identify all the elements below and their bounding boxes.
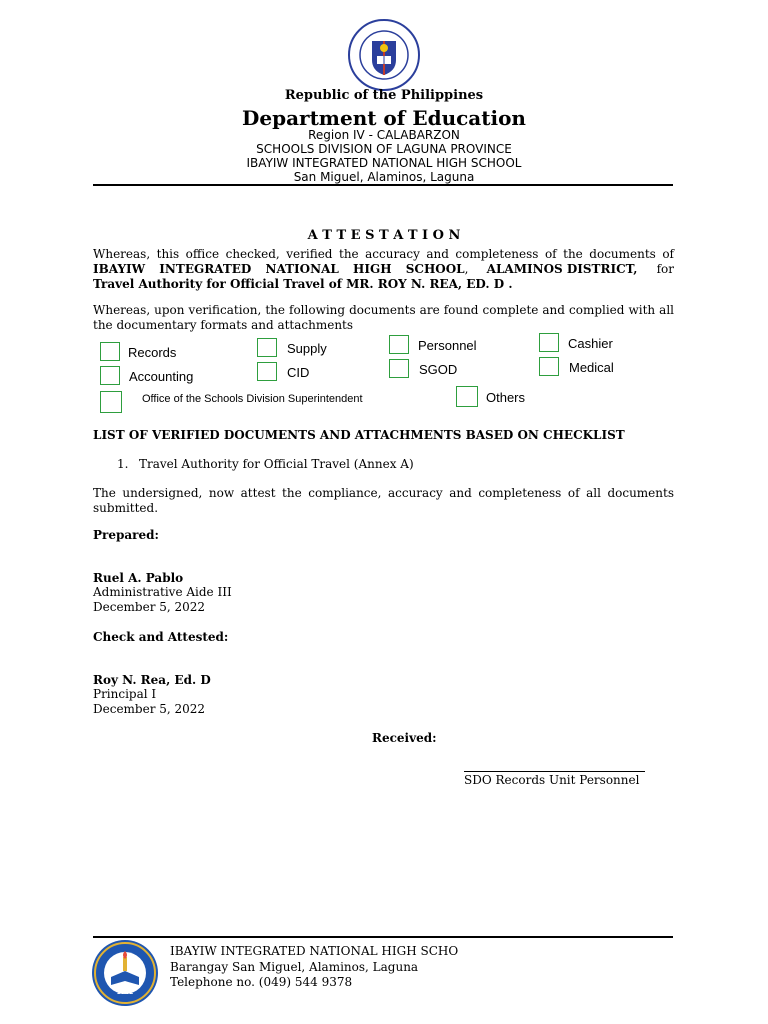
address-line: San Miguel, Alaminos, Laguna [293, 170, 475, 184]
sgod-checkbox[interactable] [389, 359, 409, 378]
list-item: Travel Authority for Official Travel (Annex A) [139, 457, 414, 471]
region-line: Region IV - CALABARZON [308, 128, 460, 142]
personnel-checkbox[interactable] [389, 335, 409, 354]
para2: Whereas, upon verification, the following documents are found complete and complied with all the documentary formats and attachments [93, 303, 674, 332]
medical-checkbox[interactable] [539, 357, 559, 376]
attestation-title: A T T E S T A T I O N [307, 228, 461, 243]
republic-line: Republic of the Philippines [284, 88, 484, 103]
school-name: IBAYIW INTEGRATED NATIONAL HIGH SCHOOL [93, 262, 465, 276]
comma-separator: , [464, 262, 469, 276]
para1-line3: Travel Authority for Official Travel of MR. ROY N. REA, ED. D . [93, 277, 513, 291]
osds-checkbox[interactable] [100, 391, 122, 413]
received-label: Received: [372, 731, 437, 745]
cid-checkbox[interactable] [257, 362, 277, 381]
cashier-label: Cashier [568, 336, 613, 351]
cashier-checkbox[interactable] [539, 333, 559, 352]
prepared-position: Administrative Aide III [93, 585, 232, 599]
for-word: for [656, 262, 674, 276]
footer-school: IBAYIW INTEGRATED NATIONAL HIGH SCHO [170, 944, 459, 958]
list-item-number: 1. [117, 457, 129, 471]
district-name: ALAMINOS DISTRICT, [486, 262, 638, 276]
footer-telephone: Telephone no. (049) 544 9378 [170, 975, 353, 989]
para1-line1: Whereas, this office checked, verified the accuracy and completeness of the documents of [93, 247, 674, 261]
department-title: Department of Education [242, 106, 526, 130]
others-label: Others [486, 390, 526, 405]
cid-label: CID [287, 365, 310, 380]
school-logo [91, 939, 159, 1007]
osds-label: Office of the Schools Division Superintendent [142, 393, 363, 405]
school-line: IBAYIW INTEGRATED NATIONAL HIGH SCHOOL [246, 156, 522, 170]
signature-line [464, 771, 645, 772]
attested-date: December 5, 2022 [93, 702, 206, 716]
medical-label: Medical [569, 360, 614, 375]
records-checkbox[interactable] [100, 342, 120, 361]
records-label: Records [128, 345, 177, 360]
para1-school [93, 262, 674, 277]
deped-seal [347, 18, 421, 92]
personnel-label: Personnel [418, 338, 477, 353]
sgod-label: SGOD [419, 362, 458, 377]
prepared-name: Ruel A. Pablo [93, 571, 184, 585]
prepared-label: Prepared: [93, 528, 159, 542]
footer-divider [93, 936, 673, 938]
accounting-label: Accounting [129, 369, 194, 384]
footer-address: Barangay San Miguel, Alaminos, Laguna [170, 960, 419, 974]
logo-year: 1962 [116, 989, 134, 996]
attested-name: Roy N. Rea, Ed. D [93, 673, 211, 687]
attested-position: Principal I [93, 687, 157, 701]
list-heading: LIST OF VERIFIED DOCUMENTS AND ATTACHMENTS BASED ON CHECKLIST [93, 428, 625, 442]
supply-label: Supply [287, 341, 327, 356]
accounting-checkbox[interactable] [100, 366, 120, 385]
para3: The undersigned, now attest the compliance, accuracy and completeness of all documents submitted. [93, 486, 674, 515]
others-checkbox[interactable] [456, 386, 478, 407]
header-divider [93, 184, 673, 186]
received-by: SDO Records Unit Personnel [464, 773, 640, 787]
attested-label: Check and Attested: [93, 630, 229, 644]
division-line: SCHOOLS DIVISION OF LAGUNA PROVINCE [256, 142, 512, 156]
prepared-date: December 5, 2022 [93, 600, 206, 614]
supply-checkbox[interactable] [257, 338, 277, 357]
